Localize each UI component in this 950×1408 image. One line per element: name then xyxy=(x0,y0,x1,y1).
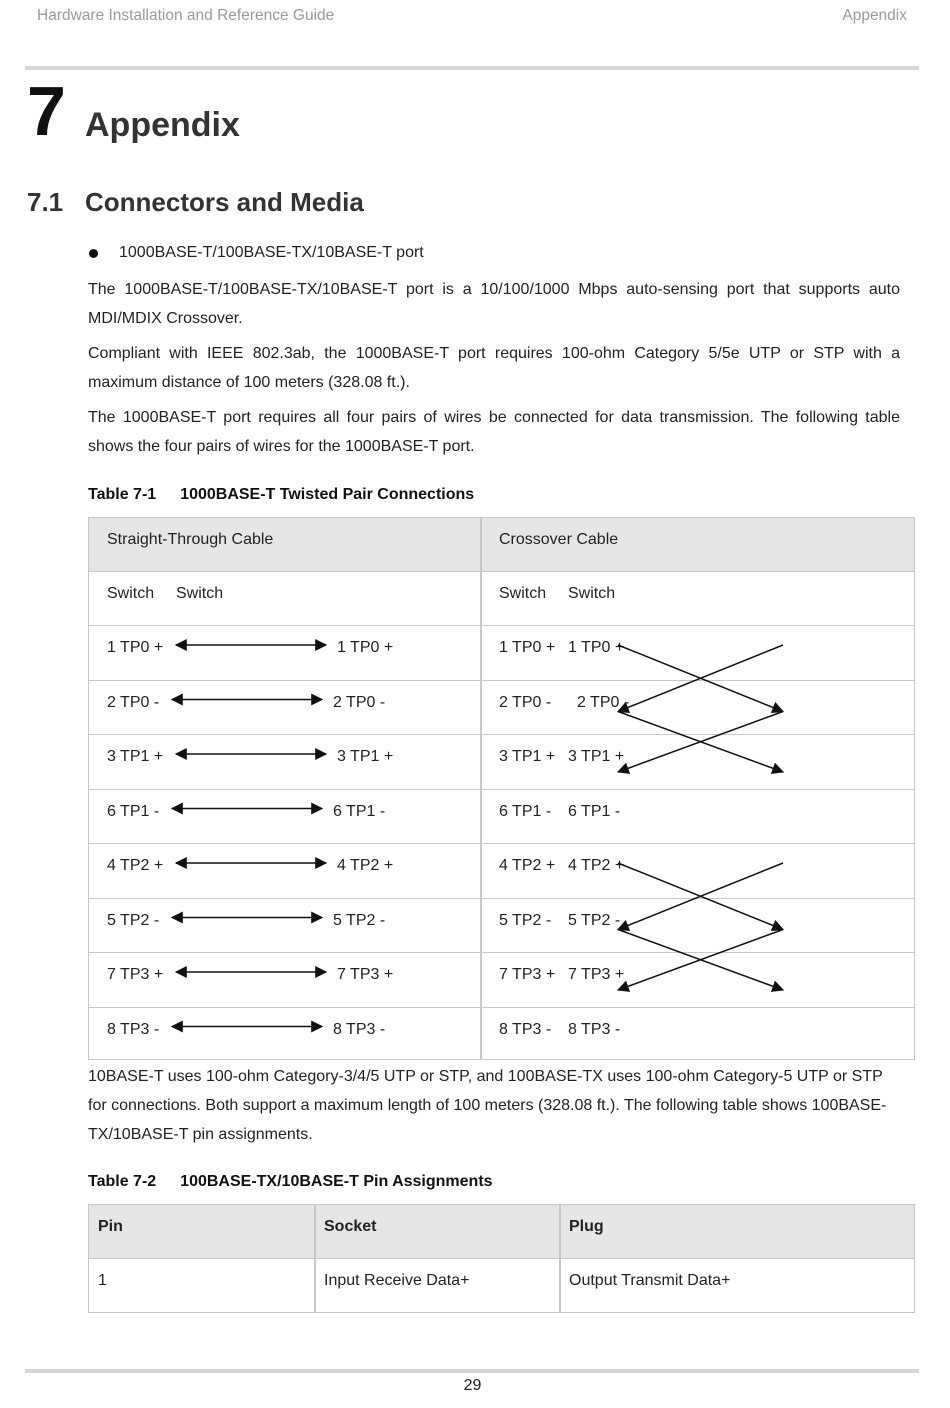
straight-pin-right: 4 TP2 + xyxy=(337,857,394,874)
chapter-number: 7 xyxy=(27,72,66,150)
paragraph-10base-100base: 10BASE-T uses 100-ohm Category-3/4/5 UTP or STP, and 100BASE-TX uses 100-ohm Category-5 UTP or STP for connections. Both support a maximum length of 100 meters (328.08 ft.). The following table shows 100BASE-TX/10BASE-T pin assignments. xyxy=(88,1068,887,1143)
table1-header-straight: Straight-Through Cable xyxy=(107,531,274,548)
running-header-section: Appendix xyxy=(842,7,907,24)
table2-cell-pin: 1 xyxy=(98,1272,107,1289)
table1-header-crossover: Crossover Cable xyxy=(499,531,619,548)
section-number: 7.1 xyxy=(27,187,64,217)
straight-pin-right: 8 TP3 - xyxy=(333,1020,386,1038)
straight-pin-left: 3 TP1 + xyxy=(107,748,164,765)
crossover-pin-left: 8 TP3 - xyxy=(499,1020,552,1038)
running-header-title: Hardware Installation and Reference Guide xyxy=(37,7,335,24)
crossover-pin-right: 3 TP1 + xyxy=(568,748,625,765)
footer-divider xyxy=(25,1369,919,1373)
crossover-pin-right: 4 TP2 + xyxy=(568,857,625,874)
table2-header-pin: Pin xyxy=(98,1218,123,1235)
table2-cell-plug: Output Transmit Data+ xyxy=(569,1272,731,1289)
crossover-pin-right: 6 TP1 - xyxy=(568,802,621,820)
table2-caption-title: 100BASE-TX/10BASE-T Pin Assignments xyxy=(180,1173,493,1190)
section-title: Connectors and Media xyxy=(85,187,364,217)
table2-column-divider-1 xyxy=(314,1205,316,1312)
crossover-switch-label-a: Switch xyxy=(499,585,547,602)
straight-pin-left: 4 TP2 + xyxy=(107,857,164,874)
crossover-pin-right: 5 TP2 - xyxy=(568,911,621,929)
straight-pin-right: 1 TP0 + xyxy=(337,639,394,656)
straight-pin-left: 7 TP3 + xyxy=(107,966,164,983)
straight-pin-left: 8 TP3 - xyxy=(107,1020,160,1038)
crossover-pin-right: 1 TP0 + xyxy=(568,639,625,656)
crossover-pin-right: 2 TP0 - xyxy=(577,693,630,711)
table2-caption-number: Table 7-2 xyxy=(88,1173,157,1190)
table1-caption-number: Table 7-1 xyxy=(88,486,157,503)
straight-pin-right: 7 TP3 + xyxy=(337,966,394,983)
pin-assignment-table xyxy=(88,1204,915,1313)
chapter-title: Appendix xyxy=(85,106,240,144)
crossover-pin-left: 2 TP0 - xyxy=(499,693,552,711)
crossover-pin-left: 6 TP1 - xyxy=(499,802,552,820)
table2-header-plug: Plug xyxy=(569,1218,604,1235)
paragraph-four-pairs: The 1000BASE-T port requires all four pairs of wires be connected for data transmission. The following table shows the four pairs of wires for the 1000BASE-T port. xyxy=(88,409,900,455)
table2-column-divider-2 xyxy=(559,1205,561,1312)
crossover-pin-left: 4 TP2 + xyxy=(499,857,556,874)
straight-pin-left: 2 TP0 - xyxy=(107,693,160,711)
crossover-pin-left: 5 TP2 - xyxy=(499,911,552,929)
straight-pin-right: 2 TP0 - xyxy=(333,693,386,711)
paragraph-ieee-compliance: Compliant with IEEE 802.3ab, the 1000BASE-T port requires 100-ohm Category 5/5e UTP or STP with a maximum distance of 100 meters (328.08 ft.). xyxy=(88,345,900,391)
straight-switch-label-a: Switch xyxy=(107,585,155,602)
straight-pin-right: 5 TP2 - xyxy=(333,911,386,929)
straight-pin-left: 6 TP1 - xyxy=(107,802,160,820)
straight-pin-left: 1 TP0 + xyxy=(107,639,164,656)
table2-caption xyxy=(88,1173,493,1191)
straight-pin-right: 3 TP1 + xyxy=(337,748,394,765)
straight-pin-left: 5 TP2 - xyxy=(107,911,160,929)
paragraph-auto-sensing: The 1000BASE-T/100BASE-TX/10BASE-T port is a 10/100/1000 Mbps auto-sensing port that supports auto MDI/MDIX Crossover. xyxy=(88,281,900,327)
table1-caption-title: 1000BASE-T Twisted Pair Connections xyxy=(180,486,475,503)
crossover-switch-label-b: Switch xyxy=(568,585,616,602)
crossover-pin-left: 7 TP3 + xyxy=(499,966,556,983)
straight-switch-label-b: Switch xyxy=(176,585,224,602)
crossover-pin-left: 3 TP1 + xyxy=(499,748,556,765)
crossover-pin-right: 8 TP3 - xyxy=(568,1020,621,1038)
page-number: 29 xyxy=(463,1377,482,1394)
table2-header-socket: Socket xyxy=(324,1218,377,1235)
bullet-port-type: 1000BASE-T/100BASE-TX/10BASE-T port xyxy=(119,244,424,261)
table2-header-row xyxy=(89,1205,914,1259)
crossover-pin-left: 1 TP0 + xyxy=(499,639,556,656)
table2-cell-socket: Input Receive Data+ xyxy=(324,1272,470,1289)
crossover-pin-right: 7 TP3 + xyxy=(568,966,625,983)
straight-pin-right: 6 TP1 - xyxy=(333,802,386,820)
